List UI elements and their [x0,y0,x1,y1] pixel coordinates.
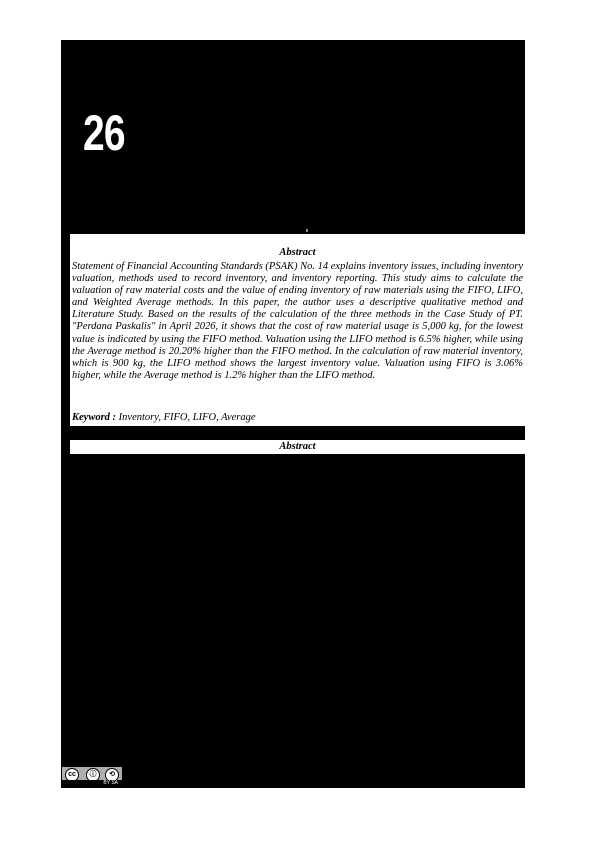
cc-license-badge[interactable] [61,766,123,787]
sa-icon: ⟲ [105,768,119,782]
abstract-section [70,234,525,426]
by-icon: ⓘ [86,768,100,782]
cc-icon: cc [65,768,79,782]
divider-tick [306,229,308,232]
abstract-title: Abstract [279,247,316,258]
keyword-label: Keyword : [72,412,117,423]
page-number: 26 [83,105,125,161]
second-abstract-title: Abstract [70,440,525,454]
license-caption: BY SA [62,780,122,786]
keyword-line [72,412,523,424]
abstract-body: Statement of Financial Accounting Standards (PSAK) No. 14 explains inventory issues, including inventory valuation, methods used to record inventory, and inventory reporting. This study aims to calculate the valuation of raw material costs and the value of ending inventory of raw materials using the FIFO, LIFO, and Weighted Average methods. In this paper, the author uses a descriptive qualitative method and Literature Study. Based on the results of the calculation of the three methods in the Case Study of PT. "Perdana Paskalis" in April 2026, it shows that the cost of raw material usage is 5,000 kg, for the lowest value is indicated by using the FIFO method. Valuation using the LIFO method is 6.5% higher, while using the Average method is 20.20% higher than the FIFO method. In the calculation of raw material inventory, which is 900 kg, the LIFO method shows the largest inventory value. Valuation using FIFO is 3.06% higher, while the Average method is 1.2% higher than the LIFO method. [72,261,523,381]
keyword-values: Inventory, FIFO, LIFO, Average [118,412,256,423]
